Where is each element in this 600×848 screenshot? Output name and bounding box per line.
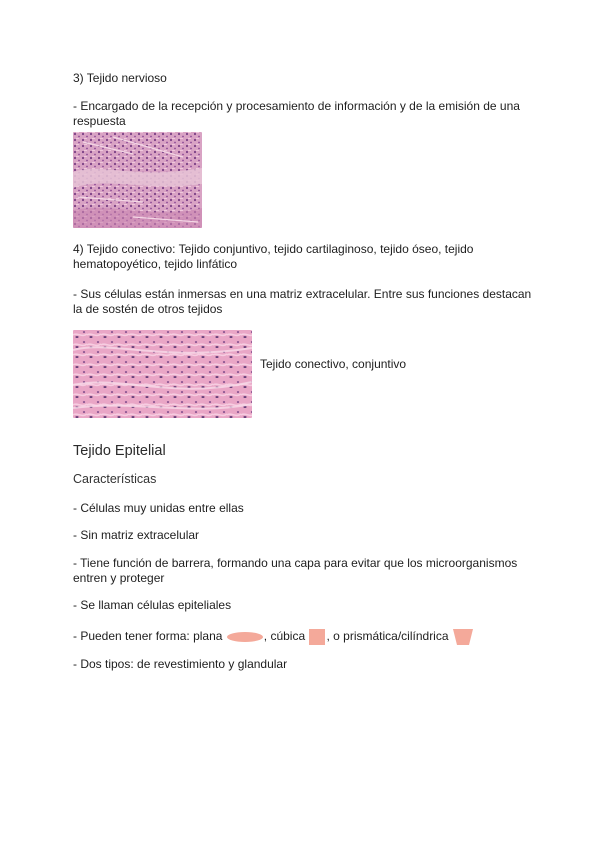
cuboidal-cell-shape-icon	[308, 628, 326, 646]
epitelial-item: - Se llaman células epiteliales	[73, 598, 232, 612]
columnar-cell-shape-icon	[452, 628, 474, 646]
epitelial-tipos: - Dos tipos: de revestimiento y glandular	[73, 657, 288, 671]
nervioso-description: - Encargado de la recepción y procesamiento de información y de la emisión de una respuesta	[73, 99, 520, 128]
epitelial-subtitle: Características	[73, 472, 157, 486]
epitelial-item: - Células muy unidas entre ellas	[73, 501, 244, 515]
epitelial-item: - Sin matriz extracelular	[73, 528, 200, 542]
epitelial-item: - Tiene función de barrera, formando una capa para evitar que los microorganismos entren y proteger	[73, 556, 518, 585]
forms-prismatica: , o prismática/cilíndrica	[326, 629, 449, 644]
epitelial-forms-line	[73, 628, 543, 646]
conectivo-heading: 4) Tejido conectivo: Tejido conjuntivo, tejido cartilaginoso, tejido óseo, tejido hematopoyético, tejido linfático	[73, 242, 474, 271]
flat-cell-shape-icon	[226, 631, 264, 643]
nervous-tissue-micrograph	[73, 132, 202, 228]
conectivo-caption: Tejido conectivo, conjuntivo	[260, 357, 407, 371]
connective-tissue-micrograph	[73, 330, 252, 418]
epitelial-title: Tejido Epitelial	[73, 443, 166, 459]
forms-prefix: - Pueden tener forma: plana	[73, 629, 223, 644]
conectivo-description: - Sus células están inmersas en una matriz extracelular. Entre sus funciones destacan la de sostén de otros tejidos	[73, 287, 532, 316]
forms-cubica: , cúbica	[263, 629, 306, 644]
nervioso-heading: 3) Tejido nervioso	[73, 71, 167, 85]
